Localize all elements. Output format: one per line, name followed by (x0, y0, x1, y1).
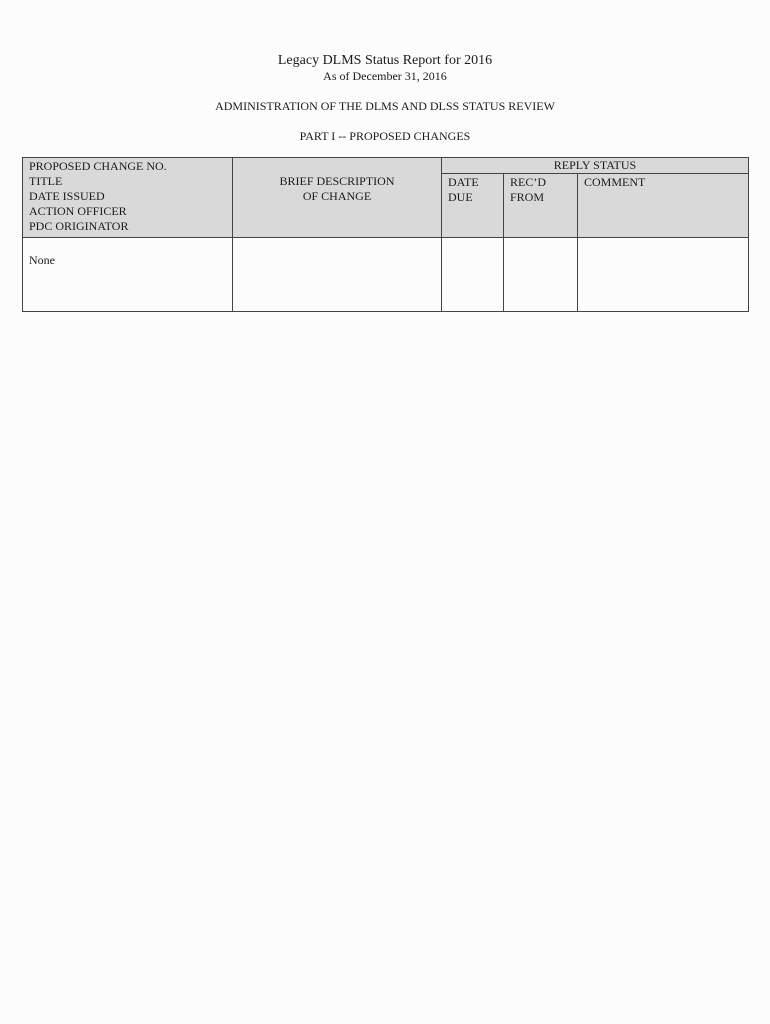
comment-cell (578, 238, 749, 312)
proposed-changes-table (22, 157, 749, 312)
report-title: Legacy DLMS Status Report for 2016 (277, 53, 493, 68)
part-heading: PART I -- PROPOSED CHANGES (299, 129, 471, 143)
description-cell (233, 238, 442, 312)
recd-label: REC’D (510, 175, 546, 189)
date-issued-label: DATE ISSUED (29, 189, 105, 203)
comment-header: COMMENT (578, 174, 749, 238)
action-officer-label: ACTION OFFICER (29, 204, 127, 218)
pdc-originator-label: PDC ORIGINATOR (29, 219, 129, 233)
date-due-header (442, 174, 504, 238)
section-heading: ADMINISTRATION OF THE DLMS AND DLSS STATUS REVIEW (215, 99, 555, 113)
due-label: DUE (448, 190, 473, 204)
reply-status-header: REPLY STATUS (442, 158, 749, 174)
report-as-of-date: As of December 31, 2016 (323, 69, 447, 83)
proposed-change-header (23, 158, 233, 238)
recd-from-header (504, 174, 578, 238)
brief-description-header (233, 158, 442, 238)
date-label: DATE (448, 175, 479, 189)
of-change-label: OF CHANGE (302, 189, 372, 203)
brief-description-label: BRIEF DESCRIPTION (279, 174, 395, 188)
recd-from-cell (504, 238, 578, 312)
table-row (23, 238, 749, 312)
proposed-change-cell: None (23, 238, 233, 312)
proposed-change-no-label: PROPOSED CHANGE NO. (29, 159, 167, 173)
from-label: FROM (510, 190, 545, 204)
title-label: TITLE (29, 174, 63, 188)
date-due-cell (442, 238, 504, 312)
